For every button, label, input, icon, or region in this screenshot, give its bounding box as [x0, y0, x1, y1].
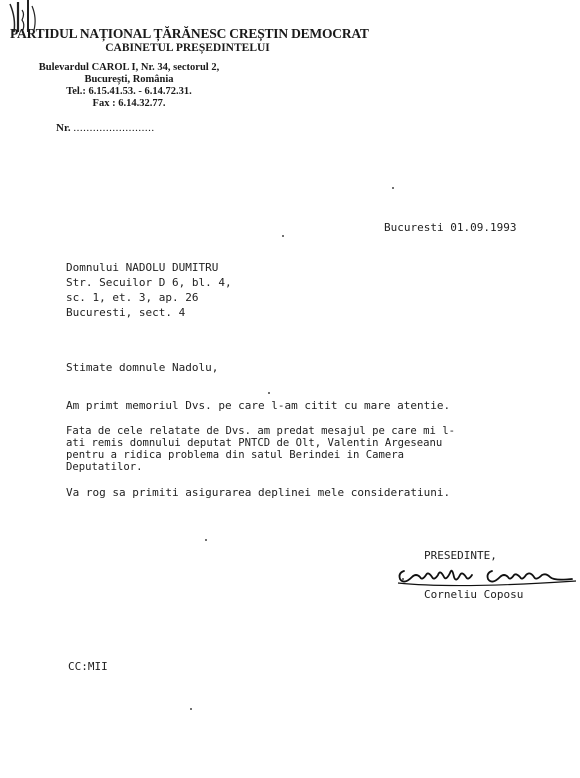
letter-date: Bucuresti 01.09.1993	[384, 221, 517, 234]
address-fax: Fax : 6.14.32.77.	[92, 98, 166, 109]
address-phone: Tel.: 6.15.41.53. - 6.14.72.31.	[66, 86, 192, 97]
address-city: București, România	[84, 74, 174, 85]
signer-title: PRESEDINTE,	[424, 549, 497, 562]
party-address	[14, 62, 244, 110]
paper-speck	[205, 539, 207, 541]
recipient-block	[66, 260, 232, 320]
recipient-line: Domnului NADOLU DUMITRU	[66, 261, 219, 274]
paragraph-2-line: pentru a ridica problema din satul Berindei in Camera	[66, 449, 405, 461]
paper-speck	[282, 235, 284, 237]
party-name: PARTIDUL NAȚIONAL ȚĂRĂNESC CREȘTIN DEMOCRAT	[10, 26, 369, 41]
paper-speck	[268, 392, 270, 394]
paragraph-2	[66, 425, 521, 473]
recipient-line: sc. 1, et. 3, ap. 26	[66, 291, 199, 304]
paper-speck	[402, 578, 404, 580]
recipient-line: Bucuresti, sect. 4	[66, 306, 186, 319]
paragraph-2-line: Fata de cele relatate de Dvs. am predat mesajul pe care mi l-	[66, 425, 456, 437]
paragraph-2-line: Deputatilor.	[66, 461, 143, 473]
paragraph-2-line: ati remis domnului deputat PNTCD de Olt, Valentin Argeseanu	[66, 437, 443, 449]
recipient-line: Str. Secuilor D 6, bl. 4,	[66, 276, 232, 289]
paper-speck	[190, 708, 192, 710]
paragraph-3: Va rog sa primiti asigurarea deplinei mele consideratiuni.	[66, 486, 451, 499]
nr-blank: .........................	[73, 122, 155, 134]
nr-label: Nr.	[56, 122, 71, 134]
registration-number	[56, 122, 155, 134]
carbon-copy-note: CC:MII	[68, 660, 108, 673]
cabinet-title: CABINETUL PREȘEDINTELUI	[105, 42, 270, 54]
handwritten-signature	[396, 559, 580, 589]
paragraph-1: Am primt memoriul Dvs. pe care l-am citit cu mare atentie.	[66, 399, 451, 412]
salutation: Stimate domnule Nadolu,	[66, 361, 219, 374]
address-street: Bulevardul CAROL I, Nr. 34, sectorul 2,	[38, 62, 220, 73]
paper-speck	[392, 187, 394, 189]
signer-name: Corneliu Coposu	[424, 588, 524, 601]
